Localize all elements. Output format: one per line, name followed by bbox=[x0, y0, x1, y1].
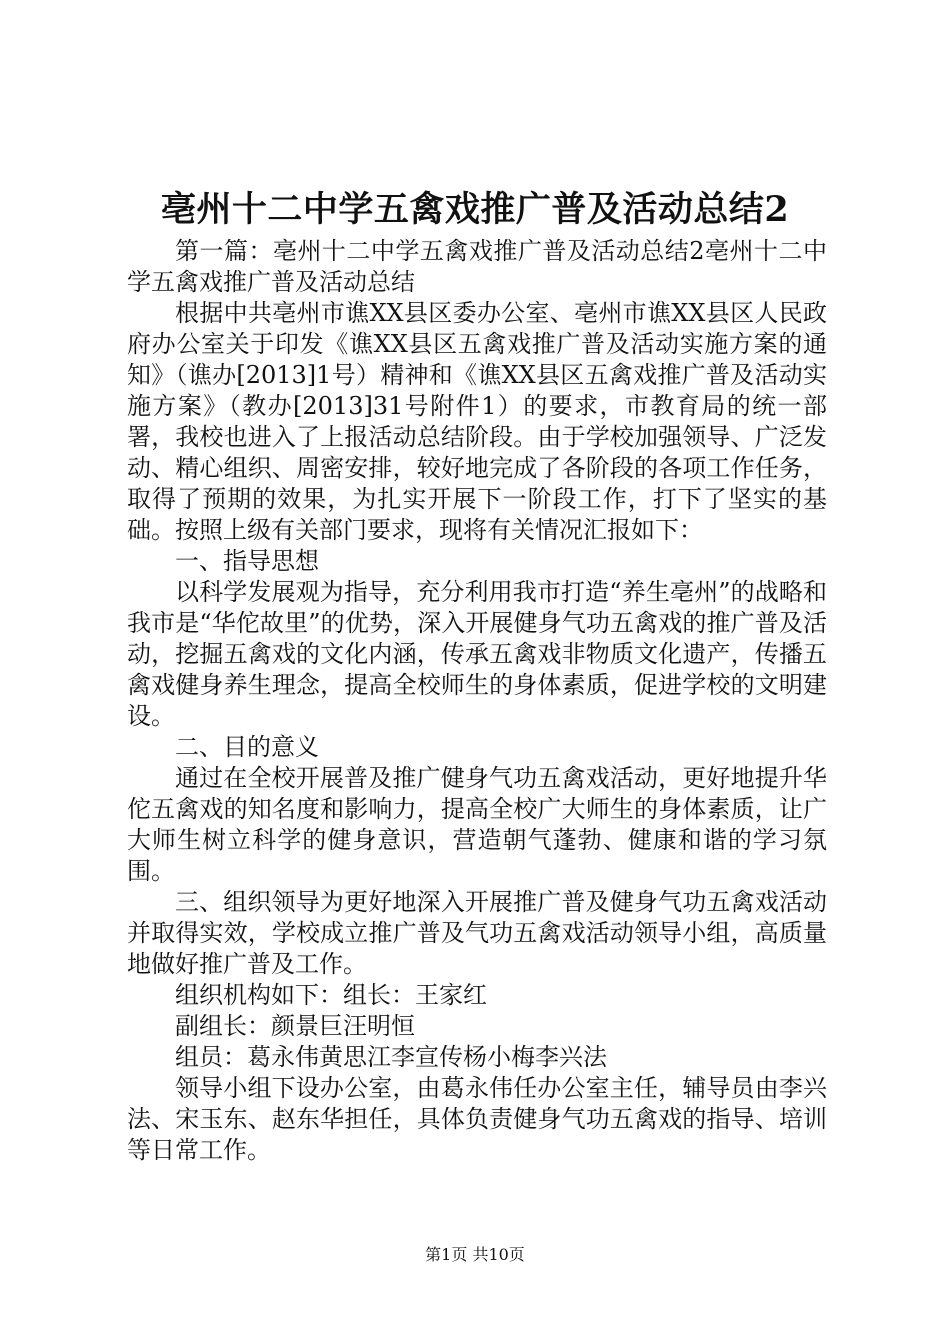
paragraph-leader: 组织机构如下：组长：王家红 bbox=[175, 981, 487, 1009]
document-title: 亳州十二中学五禽戏推广普及活动总结2 bbox=[160, 189, 790, 230]
paragraph-background: 根据中共亳州市谯XX县区委办公室、亳州市谯XX县区人民政府办公室关于印发《谯XX县区五禽戏推广普及活动实施方案的通知》（谯办[2013]1号）精神和《谯XX县区五禽戏推广普及活动实施方案》（教办[2013]31号附件1）的要求，市教育局的统一部署，我校也进入了上报活动总结阶段。由于学校加强领导、广泛发动、精心组织、周密安排，较好地完成了各阶段的各项工作任务，取得了预期的效果，为扎实开展下一阶段工作，打下了坚实的基础。按照上级有关部门要求，现将有关情况汇报如下： bbox=[127, 299, 827, 544]
section-heading-guiding-thought: 一、指导思想 bbox=[175, 547, 319, 575]
paragraph-organization: 三、组织领导为更好地深入开展推广普及健身气功五禽戏活动并取得实效，学校成立推广普及气功五禽戏活动领导小组，高质量地做好推广普及工作。 bbox=[127, 888, 827, 978]
paragraph-purpose: 通过在全校开展普及推广健身气功五禽戏活动，更好地提升华佗五禽戏的知名度和影响力，提高全校广大师生的身体素质，让广大师生树立科学的健身意识，营造朝气蓬勃、健康和谐的学习氛围。 bbox=[127, 764, 827, 885]
paragraph-guiding-thought: 以科学发展观为指导，充分利用我市打造“养生亳州”的战略和我市是“华佗故里”的优势，深入开展健身气功五禽戏的推广普及活动，挖掘五禽戏的文化内涵，传承五禽戏非物质文化遗产，传播五禽戏健身养生理念，提高全校师生的身体素质，促进学校的文明建设。 bbox=[127, 578, 827, 730]
paragraph-members: 组员：葛永伟黄思江李宣传杨小梅李兴法 bbox=[175, 1043, 607, 1071]
paragraph-office: 领导小组下设办公室，由葛永伟任办公室主任，辅导员由李兴法、宋玉东、赵东华担任，具体负责健身气功五禽戏的指导、培训等日常工作。 bbox=[127, 1074, 827, 1164]
paragraph-intro: 第一篇：亳州十二中学五禽戏推广普及活动总结2亳州十二中学五禽戏推广普及活动总结 bbox=[127, 237, 827, 296]
section-heading-purpose: 二、目的意义 bbox=[175, 733, 319, 761]
document-body bbox=[127, 236, 827, 1166]
paragraph-deputy-leader: 副组长：颜景巨汪明恒 bbox=[175, 1012, 415, 1040]
page-number-footer: 第1页 共10页 bbox=[425, 1245, 525, 1264]
